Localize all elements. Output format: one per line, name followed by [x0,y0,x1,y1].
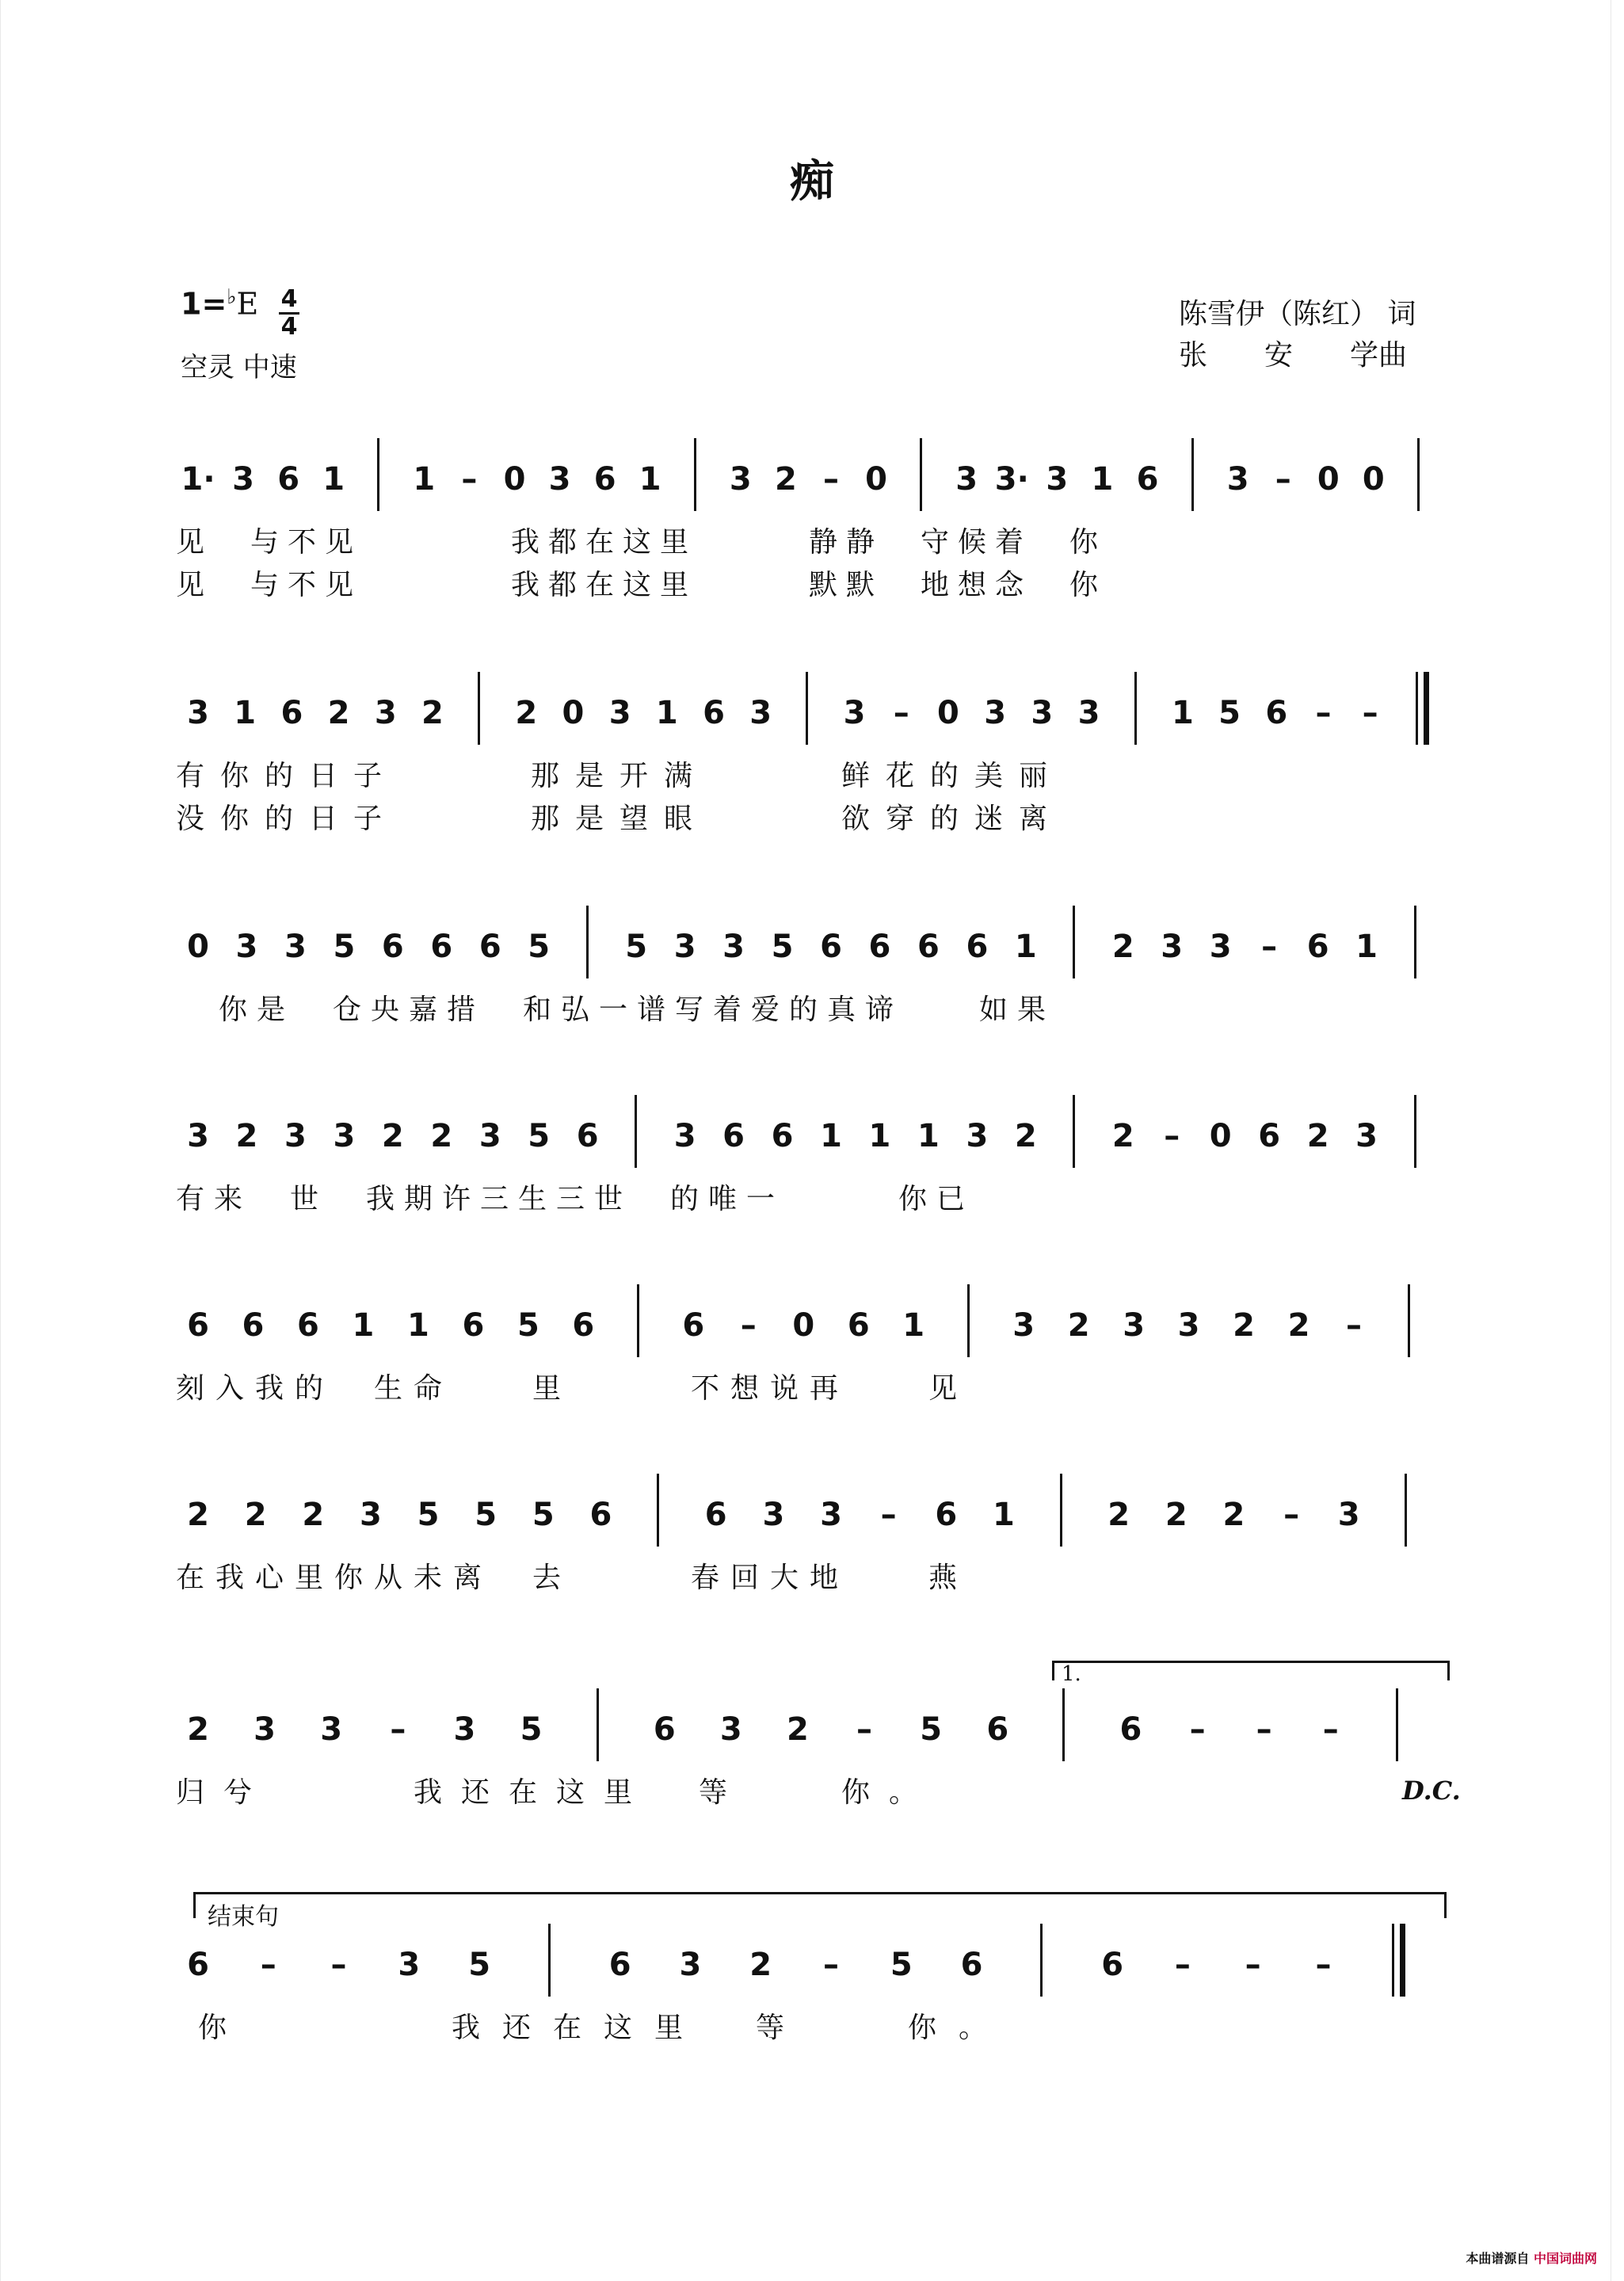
dash: – [1275,461,1291,498]
note: 6 [478,929,501,965]
lyric-line: 有来 世 我期许三生三世 的唯一 你已 [176,1183,975,1215]
dash: – [1164,1118,1180,1154]
note: 1 [322,461,345,498]
note: 6 [187,1947,209,1983]
note: 6 [682,1307,705,1344]
note: 6 [593,461,616,498]
note: 1 [1355,929,1378,965]
note: 2 [421,695,444,731]
note: 0 [187,929,209,965]
dash: – [1362,695,1378,731]
score-system-4 [0,1112,1624,1271]
note: 6 [820,929,842,965]
dash: – [823,1947,839,1983]
note: 0 [865,461,887,498]
note: 6 [1258,1118,1281,1154]
note: 6 [868,929,891,965]
note: 3 [722,929,745,965]
note: 6 [986,1711,1009,1748]
notation-line [0,1491,1624,1570]
note: 1 [992,1497,1015,1533]
note: 1 [655,695,678,731]
note: 6 [966,929,989,965]
note: 5 [625,929,648,965]
dash: – [1322,1711,1339,1748]
note: 6 [703,695,725,731]
note: 2 [244,1497,267,1533]
notation-line [0,1941,1624,2020]
final-barline [1392,1924,1394,1997]
dash: – [330,1947,347,1983]
dash: – [823,461,839,498]
note: 1 [868,1118,891,1154]
note: 6 [462,1307,485,1344]
note: 3 [820,1497,842,1533]
song-title: 痴 [790,156,834,208]
barline [1191,438,1194,511]
note: 5 [890,1947,913,1983]
note: 6 [277,461,300,498]
note: 2 [515,695,538,731]
note: 3 [333,1118,356,1154]
note: 6 [297,1307,319,1344]
note: 6 [187,1307,209,1344]
dash: – [880,1497,897,1533]
note: 1 [639,461,661,498]
note: 1 [1091,461,1114,498]
note: 6 [771,1118,794,1154]
note: 3 [1337,1497,1360,1533]
final-barline [1416,672,1418,745]
barline [635,1095,637,1168]
note: 2 [381,1118,404,1154]
notation-line [0,1112,1624,1192]
notation-line [0,689,1624,769]
note: 3 [235,929,258,965]
note: 3 [374,695,397,731]
note: 2 [1067,1307,1090,1344]
note: 5 [517,1307,539,1344]
final-ending-bracket [193,1892,1447,1918]
note: 3 [1031,695,1054,731]
dash: – [893,695,909,731]
note: 5 [1218,695,1241,731]
note: 3 [320,1711,343,1748]
note: 6 [608,1947,631,1983]
barline [657,1474,659,1547]
note: 6 [1119,1711,1142,1748]
barline [1073,1095,1075,1168]
note: 2 [749,1947,772,1983]
score-system-6 [0,1491,1624,1650]
note: 6 [1136,461,1159,498]
lyric-line: 你是 仓央嘉措 和弘一谱写着爱的真谛 如果 [219,994,1056,1026]
first-ending-bracket [1052,1661,1450,1680]
barline [478,672,480,745]
note: 6 [1306,929,1329,965]
note: 3 [984,695,1007,731]
barline [1134,672,1137,745]
barline [1405,1474,1407,1547]
note: 6 [1265,695,1288,731]
key-signature: 1=♭E [181,285,259,322]
note: 5 [333,929,356,965]
note: 3 [187,1118,209,1154]
score-system-1 [0,456,1624,614]
note: 3 [608,695,631,731]
note: 3 [548,461,571,498]
note: 6 [704,1497,727,1533]
note: 3 [284,1118,307,1154]
note: 5 [771,929,794,965]
note: 3 [673,1118,696,1154]
note: 3 [1123,1307,1146,1344]
barline [1040,1924,1043,1997]
note: 6 [960,1947,983,1983]
da-capo-marking: D.C. [1402,1776,1461,1806]
note: 1 [902,1307,925,1344]
note: 6 [917,929,940,965]
barline [637,1284,639,1357]
dash: – [856,1711,873,1748]
note: 3 [1161,929,1184,965]
barline [1408,1284,1410,1357]
lyricist-credit: 陈雪伊（陈红） 词 [1179,298,1416,330]
note: 2 [775,461,797,498]
note: 3 [453,1711,476,1748]
dash: – [1315,1947,1332,1983]
note: 3 [843,695,866,731]
dash: – [1261,929,1278,965]
lyric-line: 在我心里你从未离 去 春回大地 燕 [176,1562,969,1594]
note: 3 [762,1497,785,1533]
note: 3 [1012,1307,1035,1344]
note: 6 [381,929,404,965]
note: 5 [417,1497,440,1533]
note: 2 [302,1497,325,1533]
lyric-line: 你 我还在这里 等 你。 [198,2012,1010,2044]
note: 3 [1177,1307,1200,1344]
final-barline-thick [1400,1924,1405,1997]
barline [1073,906,1075,978]
barline [1062,1688,1065,1761]
note: 1 [413,461,436,498]
note: 1 [1171,695,1194,731]
note: 3 [749,695,772,731]
note: 6 [576,1118,599,1154]
note: 5 [920,1711,943,1748]
barline [967,1284,970,1357]
lyric-line: 刻入我的 生命 里 不想说再 见 [176,1372,969,1405]
note: 3 [254,1711,276,1748]
note: 2 [1014,1118,1037,1154]
note: 6 [572,1307,595,1344]
barline [1414,906,1416,978]
note: 3 [673,929,696,965]
note: 3 [187,695,209,731]
note: 3 [1077,695,1100,731]
note: 6 [722,1118,745,1154]
barline [1417,438,1420,511]
score-system-8 [0,1941,1624,2100]
barline [586,906,589,978]
note: 5 [528,1118,551,1154]
barline [1396,1688,1398,1761]
note: 3 [284,929,307,965]
barline [1414,1095,1416,1168]
score-system-7 [0,1706,1624,1864]
note: 6 [280,695,303,731]
barline [548,1924,551,1997]
note: 0 [937,695,959,731]
note: 2 [430,1118,453,1154]
score-system-2 [0,689,1624,848]
dash: – [1346,1307,1363,1344]
note: 6 [589,1497,612,1533]
dash: – [260,1947,276,1983]
note: 3 [1046,461,1069,498]
note: 2 [235,1118,258,1154]
note: 6 [653,1711,676,1748]
note: 3 [1226,461,1249,498]
source-footer: 本曲谱源自 中国词曲网 [1466,2251,1597,2266]
final-ending-label: 结束句 [208,1903,279,1931]
note: 1 [352,1307,375,1344]
notation-line [0,1302,1624,1381]
note: 3 [398,1947,421,1983]
note: 3· [994,461,1029,498]
note: 6 [847,1307,870,1344]
score-system-5 [0,1302,1624,1460]
note: 1 [917,1118,940,1154]
note: 6 [935,1497,958,1533]
dash: – [1256,1711,1272,1748]
note: 6 [242,1307,265,1344]
dash: – [390,1711,406,1748]
note: 0 [503,461,526,498]
dash: – [461,461,478,498]
note: 3 [478,1118,501,1154]
note: 2 [327,695,350,731]
note: 2 [187,1711,209,1748]
note: 6 [1101,1947,1124,1983]
note: 3 [1209,929,1232,965]
barline [377,438,379,511]
barline [694,438,696,511]
note: 0 [1317,461,1340,498]
note: 2 [1306,1118,1329,1154]
time-signature: 4 4 [276,287,303,340]
note: 5 [528,929,551,965]
score-system-3 [0,923,1624,1081]
note: 5 [520,1711,543,1748]
note: 0 [1362,461,1385,498]
note: 0 [1209,1118,1232,1154]
note: 6 [430,929,453,965]
note: 3 [729,461,752,498]
note: 2 [1287,1307,1310,1344]
first-ending-label: 1. [1062,1662,1081,1686]
note: 2 [1107,1497,1130,1533]
dash: – [1245,1947,1261,1983]
dash: – [1315,695,1332,731]
note: 3 [955,461,978,498]
tempo-marking: 空灵 中速 [181,352,297,383]
note: 3 [232,461,254,498]
notation-line [0,456,1624,535]
note: 0 [792,1307,815,1344]
note: 3 [719,1711,742,1748]
note: 1 [820,1118,842,1154]
note: 3 [966,1118,989,1154]
lyric-verse-2: 没你的日子 那是望眼 欲穿的迷离 [176,803,1064,835]
barline [597,1688,599,1761]
dash: – [1174,1947,1191,1983]
note: 5 [468,1947,491,1983]
final-barline-thick [1424,672,1429,745]
note: 3 [1355,1118,1378,1154]
lyric-verse-1: 有你的日子 那是开满 鲜花的美丽 [176,760,1064,792]
lyric-line: 归兮 我还在这里 等 你。 [176,1776,937,1809]
note: 2 [1111,929,1134,965]
note: 2 [1111,1118,1134,1154]
note: 5 [532,1497,555,1533]
notation-line [0,1706,1624,1785]
note: 2 [187,1497,209,1533]
composer-credit: 张 安 学曲 [1179,339,1408,372]
notation-line [0,923,1624,1002]
dash: – [740,1307,757,1344]
barline [920,438,922,511]
note: 2 [1222,1497,1245,1533]
note: 0 [562,695,585,731]
dash: – [1189,1711,1206,1748]
lyric-verse-2: 见 与不见 我都在这里 默默 地想念 你 [176,569,1107,601]
note: 2 [1165,1497,1188,1533]
note: 1 [406,1307,429,1344]
note: 2 [787,1711,809,1748]
note: 1 [1014,929,1037,965]
barline [806,672,808,745]
note: 3 [679,1947,702,1983]
note: 5 [475,1497,497,1533]
barline [1060,1474,1062,1547]
note: 2 [1233,1307,1255,1344]
note: 1· [181,461,215,498]
note: 1 [234,695,257,731]
note: 3 [359,1497,382,1533]
lyric-verse-1: 见 与不见 我都在这里 静静 守候着 你 [176,526,1107,559]
dash: – [1283,1497,1300,1533]
